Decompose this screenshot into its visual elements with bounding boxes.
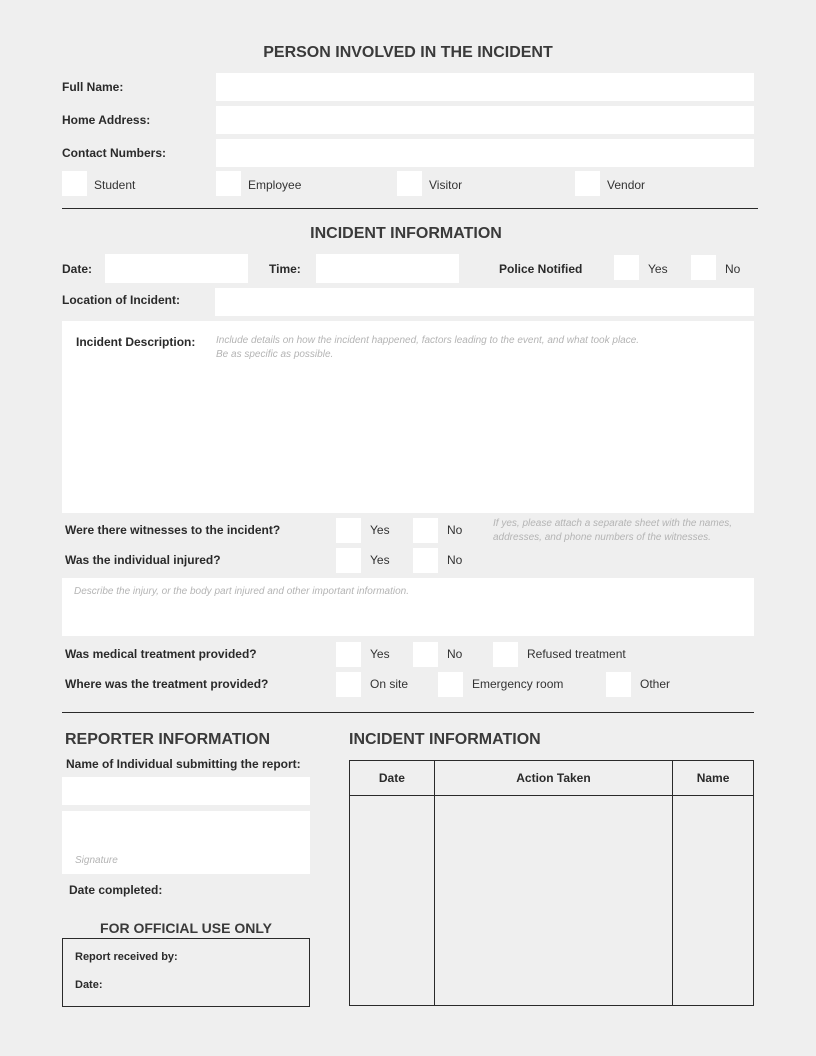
incident-description-hint-line2: Be as specific as possible.: [216, 349, 334, 360]
time-label: Time:: [269, 262, 301, 276]
police-yes-checkbox[interactable]: [614, 255, 639, 280]
home-address-field[interactable]: [216, 106, 754, 134]
police-yes-label: Yes: [648, 262, 668, 276]
witnesses-question: Were there witnesses to the incident?: [65, 523, 281, 537]
incident-log-table: [349, 760, 754, 1006]
witnesses-yes-label: Yes: [370, 523, 390, 537]
on-site-label: On site: [370, 677, 409, 691]
on-site-checkbox[interactable]: [336, 672, 361, 697]
contact-numbers-label: Contact Numbers:: [62, 146, 167, 160]
reporter-name-label: Name of Individual submitting the report:: [66, 757, 301, 771]
incident-section-title: INCIDENT INFORMATION: [310, 225, 502, 242]
column-header-date: Date: [350, 761, 435, 796]
reporter-name-field[interactable]: [62, 777, 310, 805]
report-received-by-label: Report received by:: [75, 951, 178, 963]
injured-yes-checkbox[interactable]: [336, 548, 361, 573]
student-label: Student: [94, 178, 136, 192]
injured-yes-label: Yes: [370, 553, 390, 567]
witnesses-no-label: No: [447, 523, 463, 537]
vendor-label: Vendor: [607, 178, 646, 192]
signature-hint: Signature: [75, 855, 118, 866]
police-no-label: No: [725, 262, 741, 276]
log-section-title: INCIDENT INFORMATION: [349, 731, 541, 748]
treatment-yes-checkbox[interactable]: [336, 642, 361, 667]
emergency-room-label: Emergency room: [472, 677, 564, 691]
section-divider: [62, 208, 758, 209]
date-completed-label: Date completed:: [69, 883, 163, 897]
time-field[interactable]: [316, 254, 459, 283]
refused-treatment-checkbox[interactable]: [493, 642, 518, 667]
vendor-checkbox[interactable]: [575, 171, 600, 196]
incident-description-hint-line1: Include details on how the incident happened, factors leading to the event, and what took place.: [216, 335, 640, 346]
police-notified-label: Police Notified: [499, 262, 583, 276]
table-row: [350, 796, 754, 1006]
date-field[interactable]: [105, 254, 248, 283]
treatment-no-label: No: [447, 647, 463, 661]
other-location-checkbox[interactable]: [606, 672, 631, 697]
log-name-cell[interactable]: [673, 796, 754, 1006]
treatment-question: Was medical treatment provided?: [65, 647, 257, 661]
table-header-row: [350, 761, 754, 796]
refused-treatment-label: Refused treatment: [527, 647, 626, 661]
log-action-cell[interactable]: [434, 796, 672, 1006]
witnesses-hint-line1: If yes, please attach a separate sheet with the names,: [493, 518, 733, 529]
incident-description-box[interactable]: [62, 321, 754, 513]
emergency-room-checkbox[interactable]: [438, 672, 463, 697]
home-address-label: Home Address:: [62, 113, 151, 127]
other-location-label: Other: [640, 677, 671, 691]
police-no-checkbox[interactable]: [691, 255, 716, 280]
official-date-label: Date:: [75, 979, 103, 991]
official-use-title: FOR OFFICIAL USE ONLY: [100, 920, 272, 936]
injured-no-checkbox[interactable]: [413, 548, 438, 573]
injured-question: Was the individual injured?: [65, 553, 221, 567]
witnesses-yes-checkbox[interactable]: [336, 518, 361, 543]
log-date-cell[interactable]: [350, 796, 435, 1006]
full-name-field[interactable]: [216, 73, 754, 101]
full-name-label: Full Name:: [62, 80, 124, 94]
date-label: Date:: [62, 262, 93, 276]
injured-no-label: No: [447, 553, 463, 567]
official-use-box: [62, 938, 310, 1007]
visitor-label: Visitor: [429, 178, 463, 192]
reporter-section-title: REPORTER INFORMATION: [65, 731, 271, 748]
column-header-action-taken: Action Taken: [434, 761, 672, 796]
witnesses-hint-line2: addresses, and phone numbers of the witnesses.: [493, 532, 711, 543]
employee-label: Employee: [248, 178, 302, 192]
treatment-yes-label: Yes: [370, 647, 390, 661]
section-divider: [62, 712, 754, 713]
person-section-title: PERSON INVOLVED IN THE INCIDENT: [263, 44, 553, 61]
visitor-checkbox[interactable]: [397, 171, 422, 196]
column-header-name: Name: [673, 761, 754, 796]
location-field[interactable]: [215, 288, 754, 316]
incident-description-label: Incident Description:: [76, 335, 196, 349]
location-label: Location of Incident:: [62, 293, 180, 307]
student-checkbox[interactable]: [62, 171, 87, 196]
treatment-location-question: Where was the treatment provided?: [65, 677, 269, 691]
injury-description-hint: Describe the injury, or the body part injured and other important information.: [74, 586, 409, 597]
treatment-no-checkbox[interactable]: [413, 642, 438, 667]
contact-numbers-field[interactable]: [216, 139, 754, 167]
witnesses-no-checkbox[interactable]: [413, 518, 438, 543]
employee-checkbox[interactable]: [216, 171, 241, 196]
